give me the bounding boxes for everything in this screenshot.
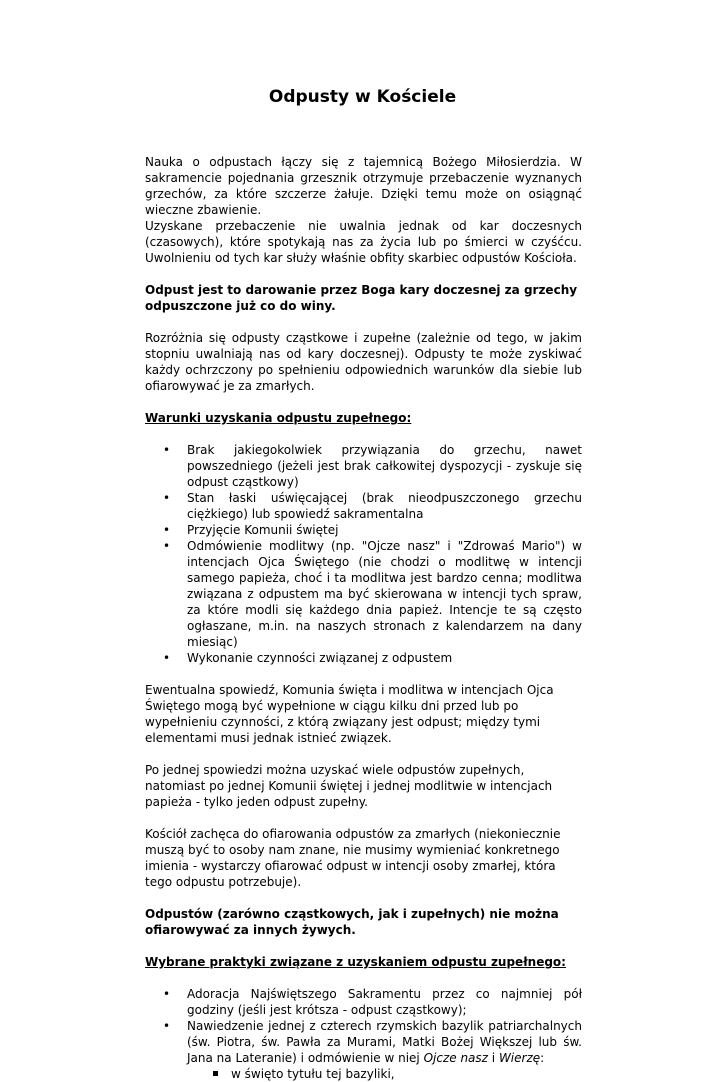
list-item (145, 1018, 582, 1066)
practices-heading: Wybrane praktyki związane z uzyskaniem odpustu zupełnego: (145, 955, 566, 969)
sub-list-item: w święto tytułu tej bazyliki, (145, 1066, 582, 1082)
conditions-heading: Warunki uzyskania odpustu zupełnego: (145, 411, 412, 425)
page-title: Odpusty w Kościele (268, 87, 457, 107)
intro-paragraph-2: Uzyskane przebaczenie nie uwalnia jednak od kar doczesnych (czasowych), które spotykają nas za życia lub po śmierci w czyśćcu. Uwolnieniu od tych kar służy właśnie obfity skarbiec odpustów Kościoła. (145, 219, 582, 265)
deceased-paragraph: Kościół zachęca do ofiarowania odpustów za zmarłych (niekoniecznie muszą być to osoby nam znane, nie musimy wymieniać konkretnego imienia - wystarczy ofiarować odpust w intencji osoby zmarłej, która tego odpustu potrzebuje). (145, 827, 561, 889)
living-note: Odpustów (zarówno cząstkowych, jak i zupełnych) nie można ofiarowywać za innych żywych. (145, 907, 559, 937)
one-confession-paragraph: Po jednej spowiedzi można uzyskać wiele odpustów zupełnych, natomiast po jednej Komunii świętej i jednej modlitwie w intencjach papieża - tylko jeden odpust zupełny. (145, 763, 553, 809)
list-item: • Brak jakiegokolwiek przywiązania do grzechu, nawet powszedniego (jeżeli jest brak całkowitej dyspozycji - zyskuje się odpust cząstkowy) (145, 442, 582, 490)
intro-paragraph-1: Nauka o odpustach łączy się z tajemnicą Bożego Miłosierdzia. W sakramencie pojednania grzesznik otrzymuje przebaczenie wyznanych grzechów, za które szczerze żałuje. Dzięki temu może on osiągnąć wieczne zbawienie. (145, 155, 582, 217)
colon: : (540, 1051, 545, 1065)
list-item: • Wykonanie czynności związanej z odpustem (145, 650, 582, 666)
list-item: • Odmówienie modlitwy (np. "Ojcze nasz" i "Zdrowaś Mario") w intencjach Ojca Świętego (nie chodzi o modlitwę w intencji samego papieża, choć i ta modlitwa jest bardzo cenna; modlitwa związana z odpustem ma być skierowana w intencji tych spraw, za które modli się każdego dnia papież. Intencje te są często ogłaszane, m.in. na naszych stronach z kalendarzem na dany miesiąc) (145, 538, 582, 650)
list-item: • Stan łaski uświęcającej (brak nieodpuszczonego grzechu ciężkiego) lub spowiedź sakramentalna (145, 490, 582, 522)
practices-list (145, 986, 582, 1082)
list-item: • Przyjęcie Komunii świętej (145, 522, 582, 538)
document-body (145, 154, 582, 1082)
definition-paragraph: Odpust jest to darowanie przez Boga kary doczesnej za grzechy odpuszczone już co do winy. (145, 283, 578, 313)
prayer-name: Wierzę (498, 1051, 541, 1065)
confession-paragraph: Ewentualna spowiedź, Komunia święta i modlitwa w intencjach Ojca Świętego mogą być wypełnione w ciągu kilku dni przed lub po wypełnieniu czynności, z którą związany jest odpust; między tymi elementami musi jednak istnieć związek. (145, 683, 554, 745)
conditions-list (145, 442, 582, 666)
types-paragraph: Rozróżnia się odpusty cząstkowe i zupełne (zależnie od tego, w jakim stopniu uwalniają nas od kary doczesnej). Odpusty te może zyskiwać każdy ochrzczony po spełnieniu odpowiednich warunków dla siebie lub ofiarowywać je za zmarłych. (145, 331, 582, 393)
conjunction: i (487, 1051, 499, 1065)
prayer-name: Ojcze nasz (423, 1051, 488, 1065)
practice-text: Nawiedzenie jednej z czterech rzymskich bazylik patriarchalnych (św. Piotra, św. Pawła za Murami, Matki Bożej Większej lub św. Jana na Lateranie) i odmówienie w niej (187, 1019, 582, 1065)
list-item: • Adoracja Najświętszego Sakramentu przez co najmniej pół godziny (jeśli jest krótsza - odpust cząstkowy); (145, 986, 582, 1018)
